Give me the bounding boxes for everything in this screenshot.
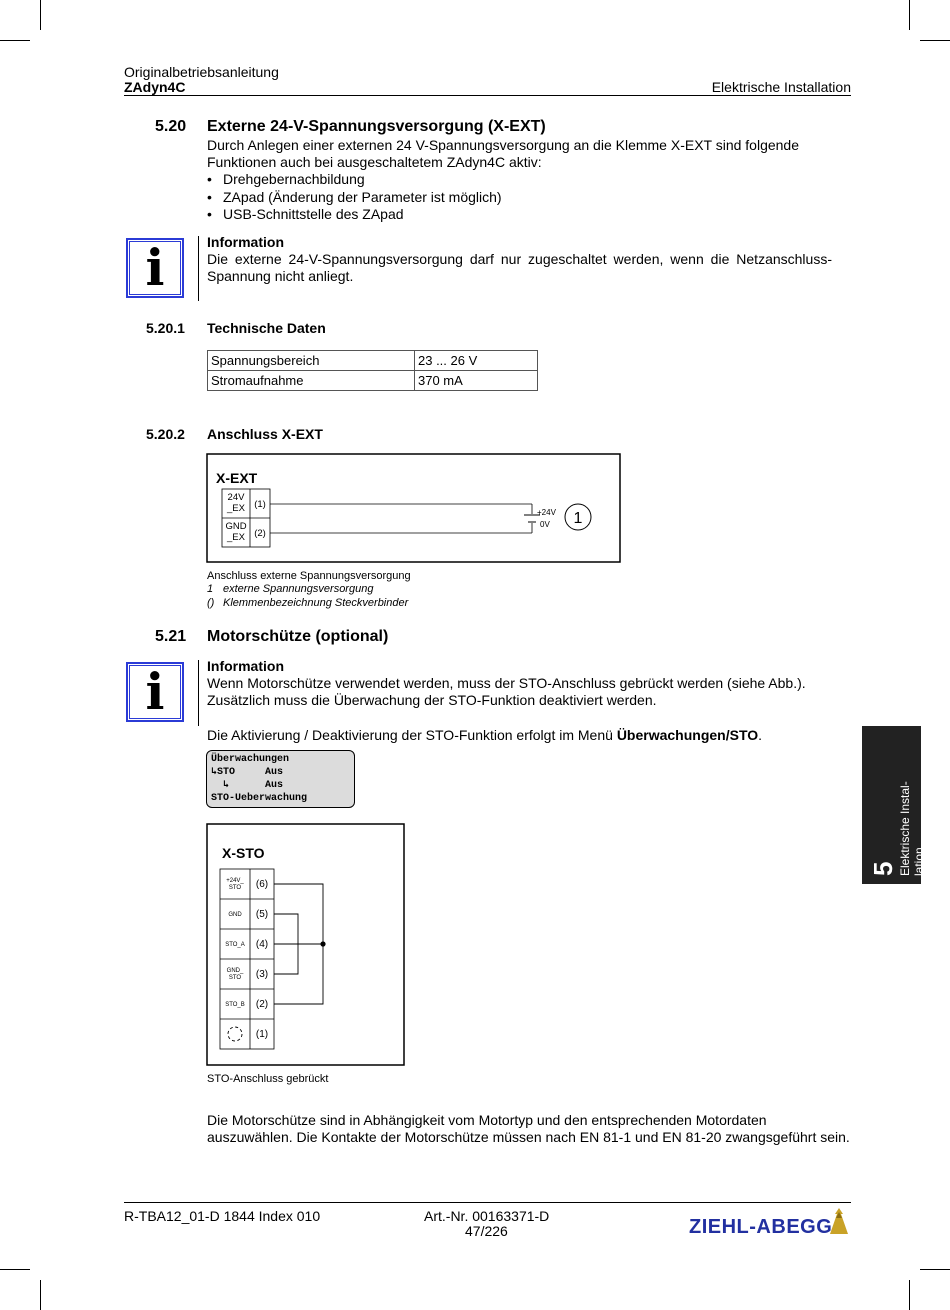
legend-key: 1 bbox=[207, 583, 214, 595]
menu-display bbox=[206, 750, 355, 808]
menu-line: Überwachungen bbox=[211, 754, 290, 765]
footer-art-nr: Art.-Nr. 00163371-D bbox=[424, 1208, 550, 1224]
info-divider bbox=[198, 660, 199, 726]
terminal-label: STO_A bbox=[225, 942, 245, 948]
terminal-label: +24V_ bbox=[226, 878, 244, 884]
crop-mark-br-h bbox=[920, 1269, 950, 1270]
info-heading: Information bbox=[207, 234, 284, 250]
section-number: 5.21 bbox=[155, 628, 187, 645]
side-tab-line: lation bbox=[912, 847, 926, 876]
x-sto-diagram bbox=[206, 823, 406, 1067]
terminal-pin: (5) bbox=[255, 909, 269, 920]
label-0v: 0V bbox=[540, 520, 550, 529]
terminal-pin: (3) bbox=[255, 969, 269, 980]
menu-path-bold: Überwachungen/STO bbox=[616, 727, 759, 743]
subsection-title: Anschluss X-EXT bbox=[207, 426, 323, 442]
crop-mark-br-v bbox=[909, 1280, 910, 1310]
terminal-label: STO bbox=[228, 885, 242, 891]
footer-page: 47/226 bbox=[465, 1223, 508, 1239]
terminal-pin: (6) bbox=[255, 879, 269, 890]
terminal-label: GND bbox=[228, 912, 242, 918]
diagram-title: X-STO bbox=[222, 845, 265, 861]
footer-rule bbox=[124, 1202, 851, 1203]
table-cell: Spannungsbereich bbox=[208, 351, 415, 371]
junction-dot bbox=[320, 941, 325, 946]
side-tab-line: Elektrische Instal- bbox=[898, 781, 912, 876]
closing-paragraph: Die Motorschütze sind in Abhängigkeit vom Motortyp und den entsprechenden Motordaten auszuwählen. Die Kontakte der Motorschütze müssen nach EN 81-1 und EN 81-20 zwangsgeführt sein. bbox=[207, 1112, 850, 1145]
terminal-label: GND bbox=[225, 521, 247, 532]
crop-mark-tl-v bbox=[40, 0, 41, 30]
section-intro: Durch Anlegen einer externen 24 V-Spannungsversorgung an die Klemme X-EXT sind folgende Funktionen auch bei ausgeschaltetem ZAdyn4C aktiv: bbox=[207, 137, 800, 170]
list-item: • ZApad (Änderung der Parameter ist möglich) bbox=[207, 189, 502, 207]
section-title: Externe 24-V-Spannungsversorgung (X-EXT) bbox=[207, 118, 546, 135]
terminal-pin: (1) bbox=[254, 499, 266, 510]
table-row bbox=[208, 371, 538, 391]
legend-key: () bbox=[207, 597, 215, 609]
subsection-number: 5.20.2 bbox=[146, 426, 185, 442]
terminal-pin: (2) bbox=[255, 999, 269, 1010]
terminal-label: _EX bbox=[227, 503, 245, 514]
menu-line: ↳STO Aus bbox=[211, 767, 284, 778]
crop-mark-bl-v bbox=[40, 1280, 41, 1310]
figure-caption: STO-Anschluss gebrückt bbox=[207, 1073, 329, 1085]
ziehl-abegg-logo-mark-icon bbox=[826, 1206, 852, 1236]
menu-text-pre: Die Aktivierung / Deaktivierung der STO-Funktion erfolgt im Menü bbox=[207, 727, 617, 743]
terminal-pin: (1) bbox=[255, 1029, 269, 1040]
subsection-number: 5.20.1 bbox=[146, 320, 185, 336]
chapter-side-tab bbox=[862, 726, 926, 884]
menu-line: STO-Ueberwachung bbox=[211, 793, 308, 804]
side-tab-number: 5 bbox=[868, 861, 898, 876]
header-product: ZAdyn4C bbox=[124, 79, 186, 95]
crop-mark-bl-h bbox=[0, 1269, 30, 1270]
bullet-list bbox=[207, 171, 502, 224]
terminal-label: 24V bbox=[227, 492, 245, 503]
crop-mark-tr-v bbox=[909, 0, 910, 30]
subsection-title: Technische Daten bbox=[207, 320, 326, 336]
crop-mark-tl-h bbox=[0, 40, 30, 41]
legend-text: Klemmenbezeichnung Steckverbinder bbox=[223, 597, 409, 609]
x-ext-diagram bbox=[206, 453, 622, 565]
footer-doc-ref: R-TBA12_01-D 1844 Index 010 bbox=[124, 1208, 321, 1224]
info-icon: i bbox=[126, 238, 184, 298]
table-cell: Stromaufnahme bbox=[208, 371, 415, 391]
terminal-label: GND_ bbox=[226, 968, 244, 974]
tech-data-table bbox=[207, 350, 538, 391]
menu-line: ↳ Aus bbox=[211, 780, 284, 791]
terminal-pin: (2) bbox=[254, 528, 266, 539]
header-rule bbox=[124, 95, 851, 96]
info-divider bbox=[198, 236, 199, 301]
table-cell: 23 ... 26 V bbox=[415, 351, 538, 371]
caption-legend bbox=[207, 582, 408, 610]
table-cell: 370 mA bbox=[415, 371, 538, 391]
terminal-label: _EX bbox=[227, 532, 245, 543]
info-heading: Information bbox=[207, 658, 284, 674]
info-text: Wenn Motorschütze verwendet werden, muss der STO-Anschluss gebrückt werden (siehe Abb.). Zusätzlich muss die Überwachung der STO-Funktion deaktiviert werden. bbox=[207, 675, 806, 708]
label-plus-24v: +24V bbox=[537, 508, 556, 517]
section-title: Motorschütze (optional) bbox=[207, 628, 389, 645]
info-icon: i bbox=[126, 662, 184, 722]
info-text: Die externe 24-V-Spannungsversorgung darf nur zugeschaltet werden, wenn die Netzanschluss-Spannung nicht anliegt. bbox=[207, 251, 832, 284]
legend-text: externe Spannungsversorgung bbox=[223, 583, 374, 595]
header-doc-type: Originalbetriebsanleitung bbox=[124, 64, 279, 80]
list-item: • USB-Schnittstelle des ZApad bbox=[207, 206, 502, 224]
terminal-pin: (4) bbox=[255, 939, 269, 950]
terminal-label: STO_B bbox=[225, 1002, 245, 1008]
terminal-label: STO bbox=[228, 975, 242, 981]
diagram-title: X-EXT bbox=[216, 470, 258, 486]
menu-text-post: . bbox=[758, 727, 763, 743]
figure-caption: Anschluss externe Spannungsversorgung bbox=[207, 570, 411, 582]
header-chapter: Elektrische Installation bbox=[711, 79, 851, 95]
list-item: • Drehgebernachbildung bbox=[207, 171, 502, 189]
side-tab-label bbox=[898, 781, 926, 876]
table-row bbox=[208, 351, 538, 371]
ziehl-abegg-logo: ZIEHL-ABEGG bbox=[689, 1216, 833, 1238]
callout-number: 1 bbox=[573, 510, 583, 527]
menu-path-text bbox=[207, 727, 762, 744]
section-number: 5.20 bbox=[155, 118, 187, 135]
crop-mark-tr-h bbox=[920, 40, 950, 41]
